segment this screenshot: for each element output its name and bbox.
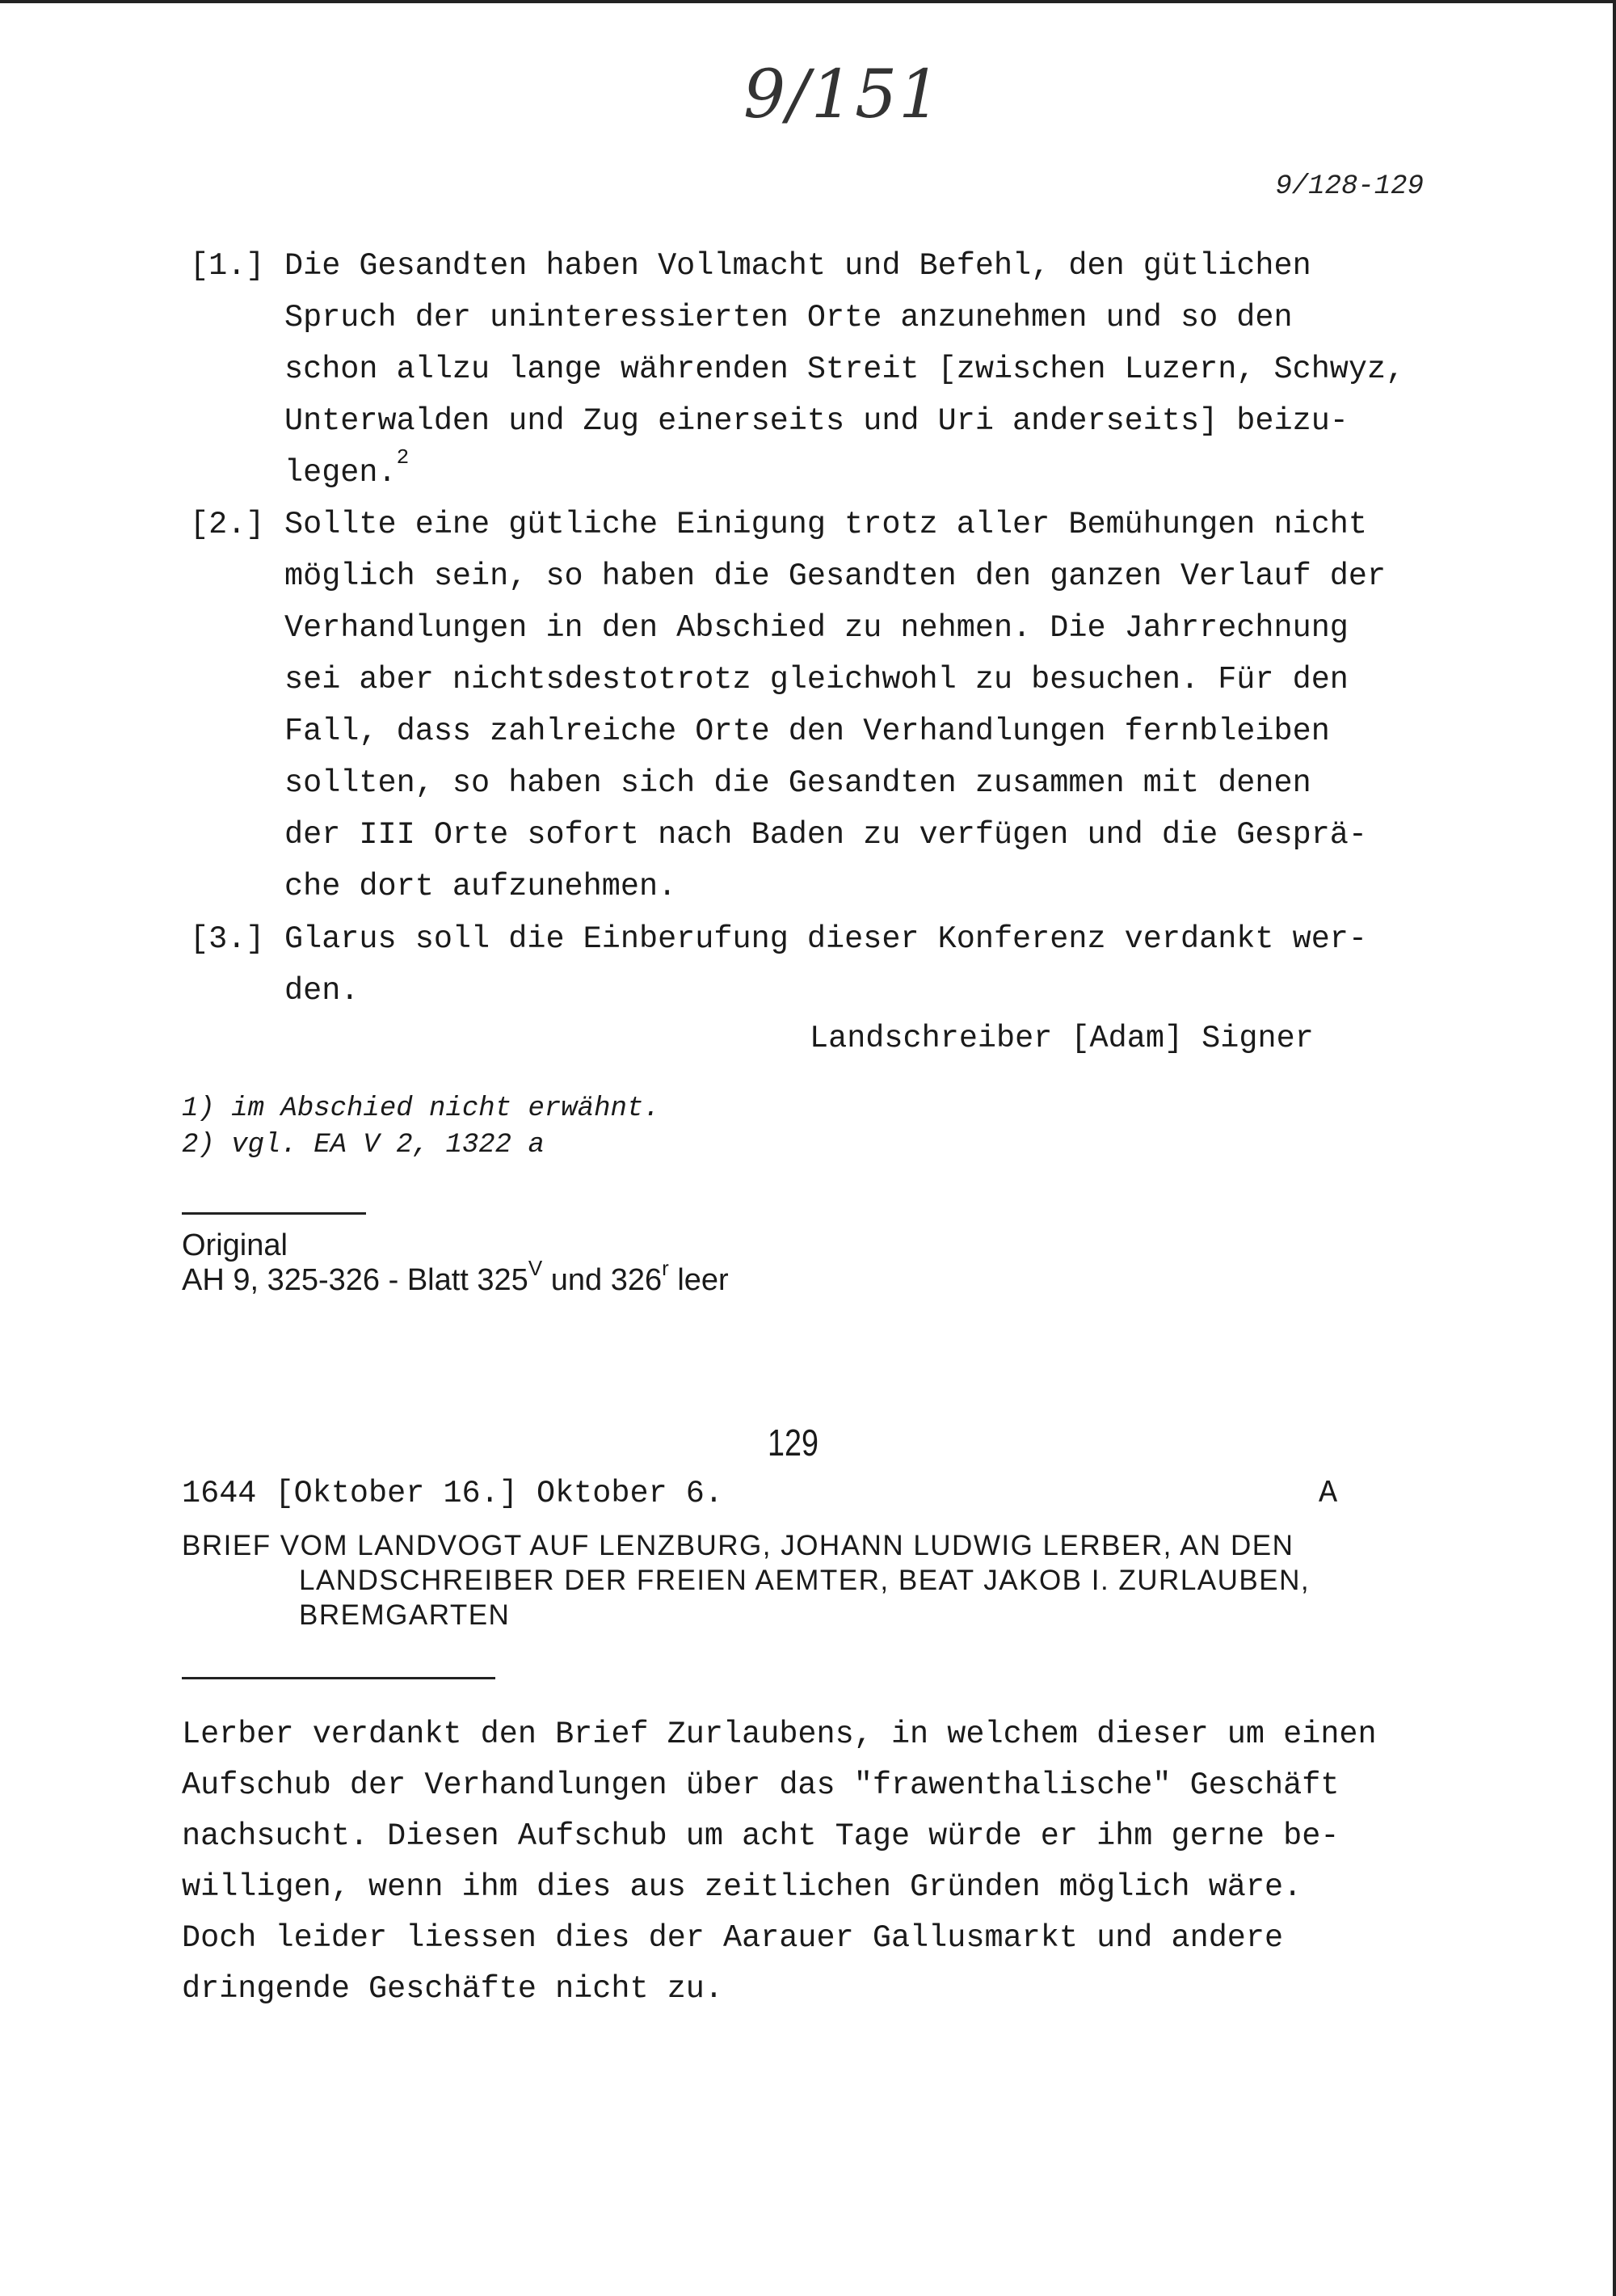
summary-line: dringende Geschäfte nicht zu. — [182, 1971, 724, 2007]
footnote-1: 1) im Abschied nicht erwähnt. — [182, 1093, 660, 1124]
superscript-v: V — [528, 1256, 543, 1280]
source-ref-suffix: leer — [668, 1263, 729, 1297]
item-line: möglich sein, so haben die Gesandten den ganzen Verlauf der — [284, 558, 1387, 594]
document-header-line: BREMGARTEN — [299, 1599, 511, 1631]
document-header-line: LANDSCHREIBER DER FREIEN AEMTER, BEAT JAKOB I. ZURLAUBEN, — [299, 1565, 1311, 1596]
superscript-r: r — [662, 1256, 669, 1280]
page-top-border — [0, 0, 1616, 3]
divider-rule — [182, 1212, 366, 1215]
summary-line: Aufschub der Verhandlungen über das "frawenthalische" Geschäft — [182, 1767, 1340, 1803]
item-line: Sollte eine gütliche Einigung trotz aller Bemühungen nicht — [284, 507, 1368, 542]
summary-line: willigen, wenn ihm dies aus zeitlichen Gründen möglich wäre. — [182, 1869, 1302, 1905]
summary-line: nachsucht. Diesen Aufschub um acht Tage würde er ihm gerne be- — [182, 1818, 1340, 1854]
footnote-mark: 2 — [396, 445, 410, 470]
item-line: Die Gesandten haben Vollmacht und Befehl, den gütlichen — [284, 248, 1311, 284]
document-letter: A — [1319, 1476, 1338, 1511]
item-line: che dort aufzunehmen. — [284, 869, 677, 904]
page-right-border — [1613, 0, 1616, 2296]
item-number: [3.] — [190, 921, 265, 957]
source-ref-mid: und 326 — [542, 1263, 663, 1297]
document-reference: 9/128-129 — [1275, 171, 1424, 202]
footnote-2: 2) vgl. EA V 2, 1322 a — [182, 1130, 545, 1161]
divider-rule — [182, 1677, 495, 1679]
item-line: Glarus soll die Einberufung dieser Konferenz verdankt wer- — [284, 921, 1368, 957]
item-line: den. — [284, 973, 360, 1009]
document-number: 129 — [768, 1422, 819, 1464]
source-label: Original — [182, 1228, 288, 1262]
document-date: 1644 [Oktober 16.] Oktober 6. — [182, 1476, 724, 1511]
item-line: Spruch der uninteressierten Orte anzunehmen und so den — [284, 300, 1293, 335]
item-line: Verhandlungen in den Abschied zu nehmen. Die Jahrrechnung — [284, 610, 1349, 646]
source-ref-prefix: AH 9, 325-326 - Blatt 325 — [182, 1263, 528, 1297]
item-line: Fall, dass zahlreiche Orte den Verhandlungen fernbleiben — [284, 714, 1330, 749]
item-line: der III Orte sofort nach Baden zu verfügen und die Gesprä- — [284, 817, 1368, 853]
item-line: schon allzu lange währenden Streit [zwischen Luzern, Schwyz, — [284, 352, 1405, 387]
source-reference — [182, 1256, 729, 1298]
item-line: sollten, so haben sich die Gesandten zusammen mit denen — [284, 765, 1311, 801]
item-number: [2.] — [190, 507, 265, 542]
item-number: [1.] — [190, 248, 265, 284]
signature: Landschreiber [Adam] Signer — [810, 1021, 1314, 1056]
archive-handwritten-number: 9/151 — [743, 57, 943, 133]
item-line — [284, 447, 409, 501]
item-line: sei aber nichtsdestotrotz gleichwohl zu besuchen. Für den — [284, 662, 1349, 697]
footnotes — [182, 1091, 660, 1164]
item-line: Unterwalden und Zug einerseits und Uri anderseits] beizu- — [284, 403, 1349, 439]
summary-line: Doch leider liessen dies der Aarauer Gallusmarkt und andere — [182, 1920, 1284, 1956]
document-header-line: BRIEF VOM LANDVOGT AUF LENZBURG, JOHANN LUDWIG LERBER, AN DEN — [182, 1530, 1294, 1561]
summary-line: Lerber verdankt den Brief Zurlaubens, in welchem dieser um einen — [182, 1717, 1377, 1752]
item-line-text: legen. — [284, 455, 397, 491]
